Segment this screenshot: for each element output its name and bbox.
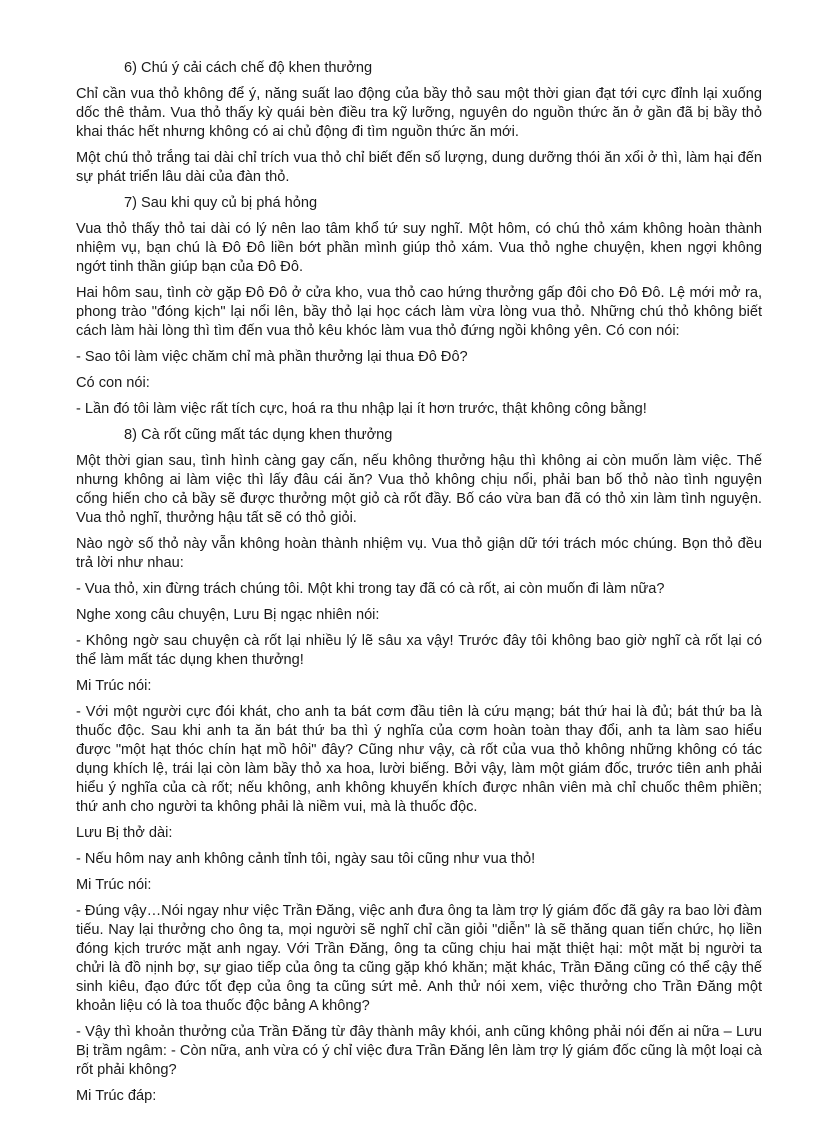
paragraph: Mi Trúc đáp:: [76, 1088, 157, 1104]
dialogue-line: - Lần đó tôi làm việc rất tích cực, hoá ra thu nhập lại ít hơn trước, thật không công bằng!: [76, 401, 647, 417]
paragraph: Mi Trúc nói:: [76, 877, 152, 893]
section-heading-8: 8) Cà rốt cũng mất tác dụng khen thưởng: [124, 427, 393, 443]
paragraph: Nào ngờ số thỏ này vẫn không hoàn thành nhiệm vụ. Vua thỏ giận dữ tới trách móc chúng. Bọn thỏ đều trả lời như nhau:: [76, 536, 762, 571]
paragraph: Vua thỏ thấy thỏ tai dài có lý nên lao tâm khổ tứ suy nghĩ. Một hôm, có chú thỏ xám không hoàn thành nhiệm vụ, bạn chú là Đô Đô liền bớt phần mình giúp thỏ xám. Vua thỏ nghe chuyện, khen ngợi không ngớt tinh thần giúp bạn của Đô Đô.: [76, 221, 762, 275]
paragraph: Lưu Bị thở dài:: [76, 825, 173, 841]
paragraph: Một thời gian sau, tình hình càng gay cấn, nếu không thưởng hậu thì không ai còn muốn làm việc. Thế nhưng không ai làm việc thì lấy đâu cái ăn? Vua thỏ không chịu nổi, phải ban bố thỏ nào tình nguyện cống hiến cho cả bầy sẽ được thưởng một giỏ cà rốt đầy. Bố cáo vừa ban đã có thỏ xin làm tình nguyện. Vua thỏ nghĩ, thưởng hậu tất sẽ có thỏ giỏi.: [76, 453, 762, 526]
document-page: [76, 59, 762, 1113]
dialogue-line: - Vua thỏ, xin đừng trách chúng tôi. Một khi trong tay đã có cà rốt, ai còn muốn đi làm nữa?: [76, 581, 665, 597]
paragraph: Chỉ cần vua thỏ không để ý, năng suất lao động của bầy thỏ sau một thời gian đạt tới cực đỉnh lại xuống dốc thê thảm. Vua thỏ thấy kỳ quái bèn điều tra kỹ lưỡng, nguyên do nguồn thức ăn ở gần đã bị bầy thỏ khai thác hết nhưng không có ai chủ động đi tìm nguồn thức ăn mới.: [76, 86, 762, 140]
section-heading-7: 7) Sau khi quy củ bị phá hỏng: [124, 195, 318, 211]
dialogue-line: - Đúng vậy…Nói ngay như việc Trần Đăng, việc anh đưa ông ta làm trợ lý giám đốc đã gây ra bao lời đàm tiếu. Nay lại thưởng cho ông ta, mọi người sẽ nghĩ chỉ cần giỏi "diễn" là sẽ thăng quan tiến chức, họ liền đóng kịch trước mặt anh ngay. Với Trần Đăng, ông ta cũng chịu hai mặt thiệt hại: một mặt bị người ta chửi là đồ nịnh bợ, sự giao tiếp của ông ta cũng gặp khó khăn; mặt khác, Trần Đăng cũng có thể cậy thế sinh kiêu, đạo đức tốt đẹp của ông ta cũng sứt mẻ. Anh thử nói xem, việc thưởng cho Trần Đăng một khoản liệu có là toa thuốc độc bảng A không?: [76, 903, 763, 1014]
dialogue-line: - Vậy thì khoản thưởng của Trần Đăng từ đây thành mây khói, anh cũng không phải nói đến ai nữa – Lưu Bị trầm ngâm: - Còn nữa, anh vừa có ý chỉ việc đưa Trần Đăng lên làm trợ lý giám đốc cũng là một loại cà rốt phải không?: [76, 1024, 762, 1078]
paragraph: Mi Trúc nói:: [76, 678, 152, 694]
paragraph: Có con nói:: [76, 375, 150, 391]
dialogue-line: - Không ngờ sau chuyện cà rốt lại nhiều lý lẽ sâu xa vậy! Trước đây tôi không bao giờ nghĩ cà rốt lại có thể làm mất tác dụng khen thưởng!: [76, 633, 762, 668]
dialogue-line: - Sao tôi làm việc chăm chỉ mà phần thưởng lại thua Đô Đô?: [76, 349, 468, 365]
paragraph: Hai hôm sau, tình cờ gặp Đô Đô ở cửa kho, vua thỏ cao hứng thưởng gấp đôi cho Đô Đô. Lệ mới mở ra, phong trào "đóng kịch" lại nổi lên, bầy thỏ lại học cách làm vừa lòng vua thỏ. Những chú thỏ không biết cách làm hài lòng thì tìm đến vua thỏ kêu khóc làm vua thỏ đứng ngồi không yên. Có con nói:: [76, 285, 762, 339]
paragraph: Một chú thỏ trắng tai dài chỉ trích vua thỏ chỉ biết đến số lượng, dung dưỡng thói ăn xổi ở thì, làm hại đến sự phát triển lâu dài của đàn thỏ.: [76, 150, 762, 185]
paragraph: Nghe xong câu chuyện, Lưu Bị ngạc nhiên nói:: [76, 607, 380, 623]
dialogue-line: - Nếu hôm nay anh không cảnh tỉnh tôi, ngày sau tôi cũng như vua thỏ!: [76, 851, 536, 867]
dialogue-line: - Với một người cực đói khát, cho anh ta bát cơm đầu tiên là cứu mạng; bát thứ hai là đủ; bát thứ ba là thuốc độc. Sau khi anh ta ăn bát thứ ba thì ý nghĩa của cơm hoàn toàn thay đổi, anh ta làm sao hiểu được "một hạt thóc chín hạt mồ hôi" đây? Cũng như vậy, cà rốt của vua thỏ không những không có tác dụng khích lệ, trái lại còn làm bầy thỏ xa hoa, lười biếng. Bởi vậy, làm một giám đốc, trước tiên anh phải hiểu ý nghĩa của cà rốt; nếu không, anh không khuyến khích được nhân viên mà chỉ chuốc thêm phiền; thứ anh cho người ta không phải là niềm vui, mà là thuốc độc.: [76, 704, 762, 815]
section-heading-6: 6) Chú ý cải cách chế độ khen thưởng: [124, 60, 373, 76]
